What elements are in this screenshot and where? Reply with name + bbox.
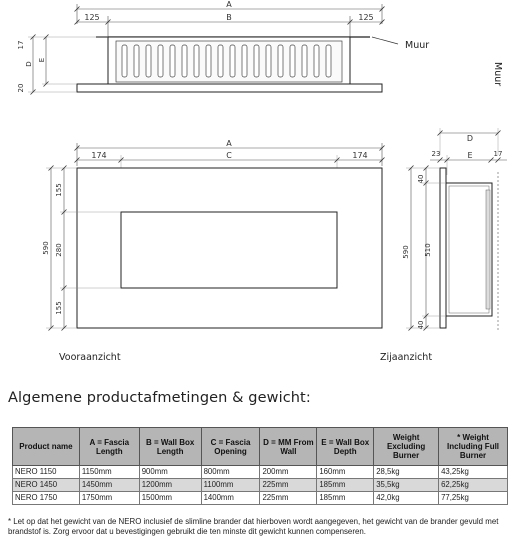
side-dim-mid-510: 510 <box>424 243 432 257</box>
side-dim-d: D <box>466 134 474 143</box>
side-view-caption: Zijaanzicht <box>380 352 433 363</box>
table-cell: NERO 1750 <box>13 492 80 505</box>
front-dim-590: 590 <box>42 241 50 255</box>
table-cell: 28,5kg <box>374 466 439 479</box>
front-dim-bottom-155: 155 <box>55 301 63 315</box>
table-cell: 160mm <box>317 466 374 479</box>
table-cell: 1200mm <box>139 479 201 492</box>
top-dim-right-125: 125 <box>358 13 374 22</box>
weight-footnote: * Let op dat het gewicht van de NERO inclusief de slimline brander dat hierboven wordt aangegeven, het gewicht van de brander gevuld met brandstof is. Zorg ervoor dat u bevestigingen gebruikt die ten minste dit gewicht kunnen compenseren. <box>8 517 499 536</box>
top-wall-label: Muur <box>405 40 430 51</box>
header-product-name: Product name <box>13 428 80 466</box>
table-cell: 185mm <box>317 492 374 505</box>
side-dim-top-40: 40 <box>417 174 425 184</box>
dimensions-table <box>12 427 508 505</box>
table-cell: 1100mm <box>201 479 260 492</box>
front-dim-left-174: 174 <box>91 151 107 160</box>
header-mm-from-wall: D = MM From Wall <box>260 428 317 466</box>
top-dim-e: E <box>38 57 46 63</box>
side-wall-label: Muur <box>492 62 503 87</box>
header-weight-including-burner: * Weight Including Full Burner <box>439 428 508 466</box>
side-dim-bottom-40: 40 <box>417 320 425 330</box>
header-fascia-opening: C = Fascia Opening <box>201 428 260 466</box>
table-cell: 225mm <box>260 479 317 492</box>
table-cell: 1400mm <box>201 492 260 505</box>
top-dim-d: D <box>25 61 33 67</box>
header-wall-box-depth: E = Wall Box Depth <box>317 428 374 466</box>
front-dim-right-174: 174 <box>352 151 368 160</box>
top-view <box>17 0 429 95</box>
front-dim-a: A <box>226 139 232 148</box>
table-cell: 900mm <box>139 466 201 479</box>
table-row <box>13 466 508 479</box>
top-dim-a: A <box>226 0 232 9</box>
table-cell: 43,25kg <box>439 466 508 479</box>
front-dim-mid-280: 280 <box>55 243 63 257</box>
table-row <box>13 479 508 492</box>
top-dim-left-125: 125 <box>84 13 100 22</box>
table-cell: 42,0kg <box>374 492 439 505</box>
table-cell: 62,25kg <box>439 479 508 492</box>
front-view-caption: Vooraanzicht <box>59 352 121 363</box>
table-cell: 35,5kg <box>374 479 439 492</box>
section-title: Algemene productafmetingen & gewicht: <box>8 390 311 406</box>
table-cell: 77,25kg <box>439 492 508 505</box>
table-cell: 1150mm <box>79 466 139 479</box>
header-wall-box-length: B = Wall Box Length <box>139 428 201 466</box>
top-dim-b: B <box>226 13 232 22</box>
top-dim-20: 20 <box>17 83 25 93</box>
header-fascia-length: A = Fascia Length <box>79 428 139 466</box>
front-view <box>42 139 385 363</box>
table-cell: 1450mm <box>79 479 139 492</box>
table-header-row <box>13 428 508 466</box>
side-dim-17: 17 <box>493 150 503 158</box>
front-dim-c: C <box>226 151 232 160</box>
table-cell: 1500mm <box>139 492 201 505</box>
table-cell: 1750mm <box>79 492 139 505</box>
table-cell: NERO 1150 <box>13 466 80 479</box>
table-cell: 225mm <box>260 492 317 505</box>
table-cell: 200mm <box>260 466 317 479</box>
front-dim-top-155: 155 <box>55 183 63 197</box>
side-dim-23: 23 <box>431 150 441 158</box>
table-row <box>13 492 508 505</box>
side-dim-590: 590 <box>402 245 410 259</box>
table-cell: NERO 1450 <box>13 479 80 492</box>
table-cell: 800mm <box>201 466 260 479</box>
header-weight-excluding-burner: Weight Excluding Burner <box>374 428 439 466</box>
top-dim-17: 17 <box>17 40 25 50</box>
side-dim-e: E <box>467 151 473 160</box>
table-cell: 185mm <box>317 479 374 492</box>
side-view <box>380 62 507 363</box>
